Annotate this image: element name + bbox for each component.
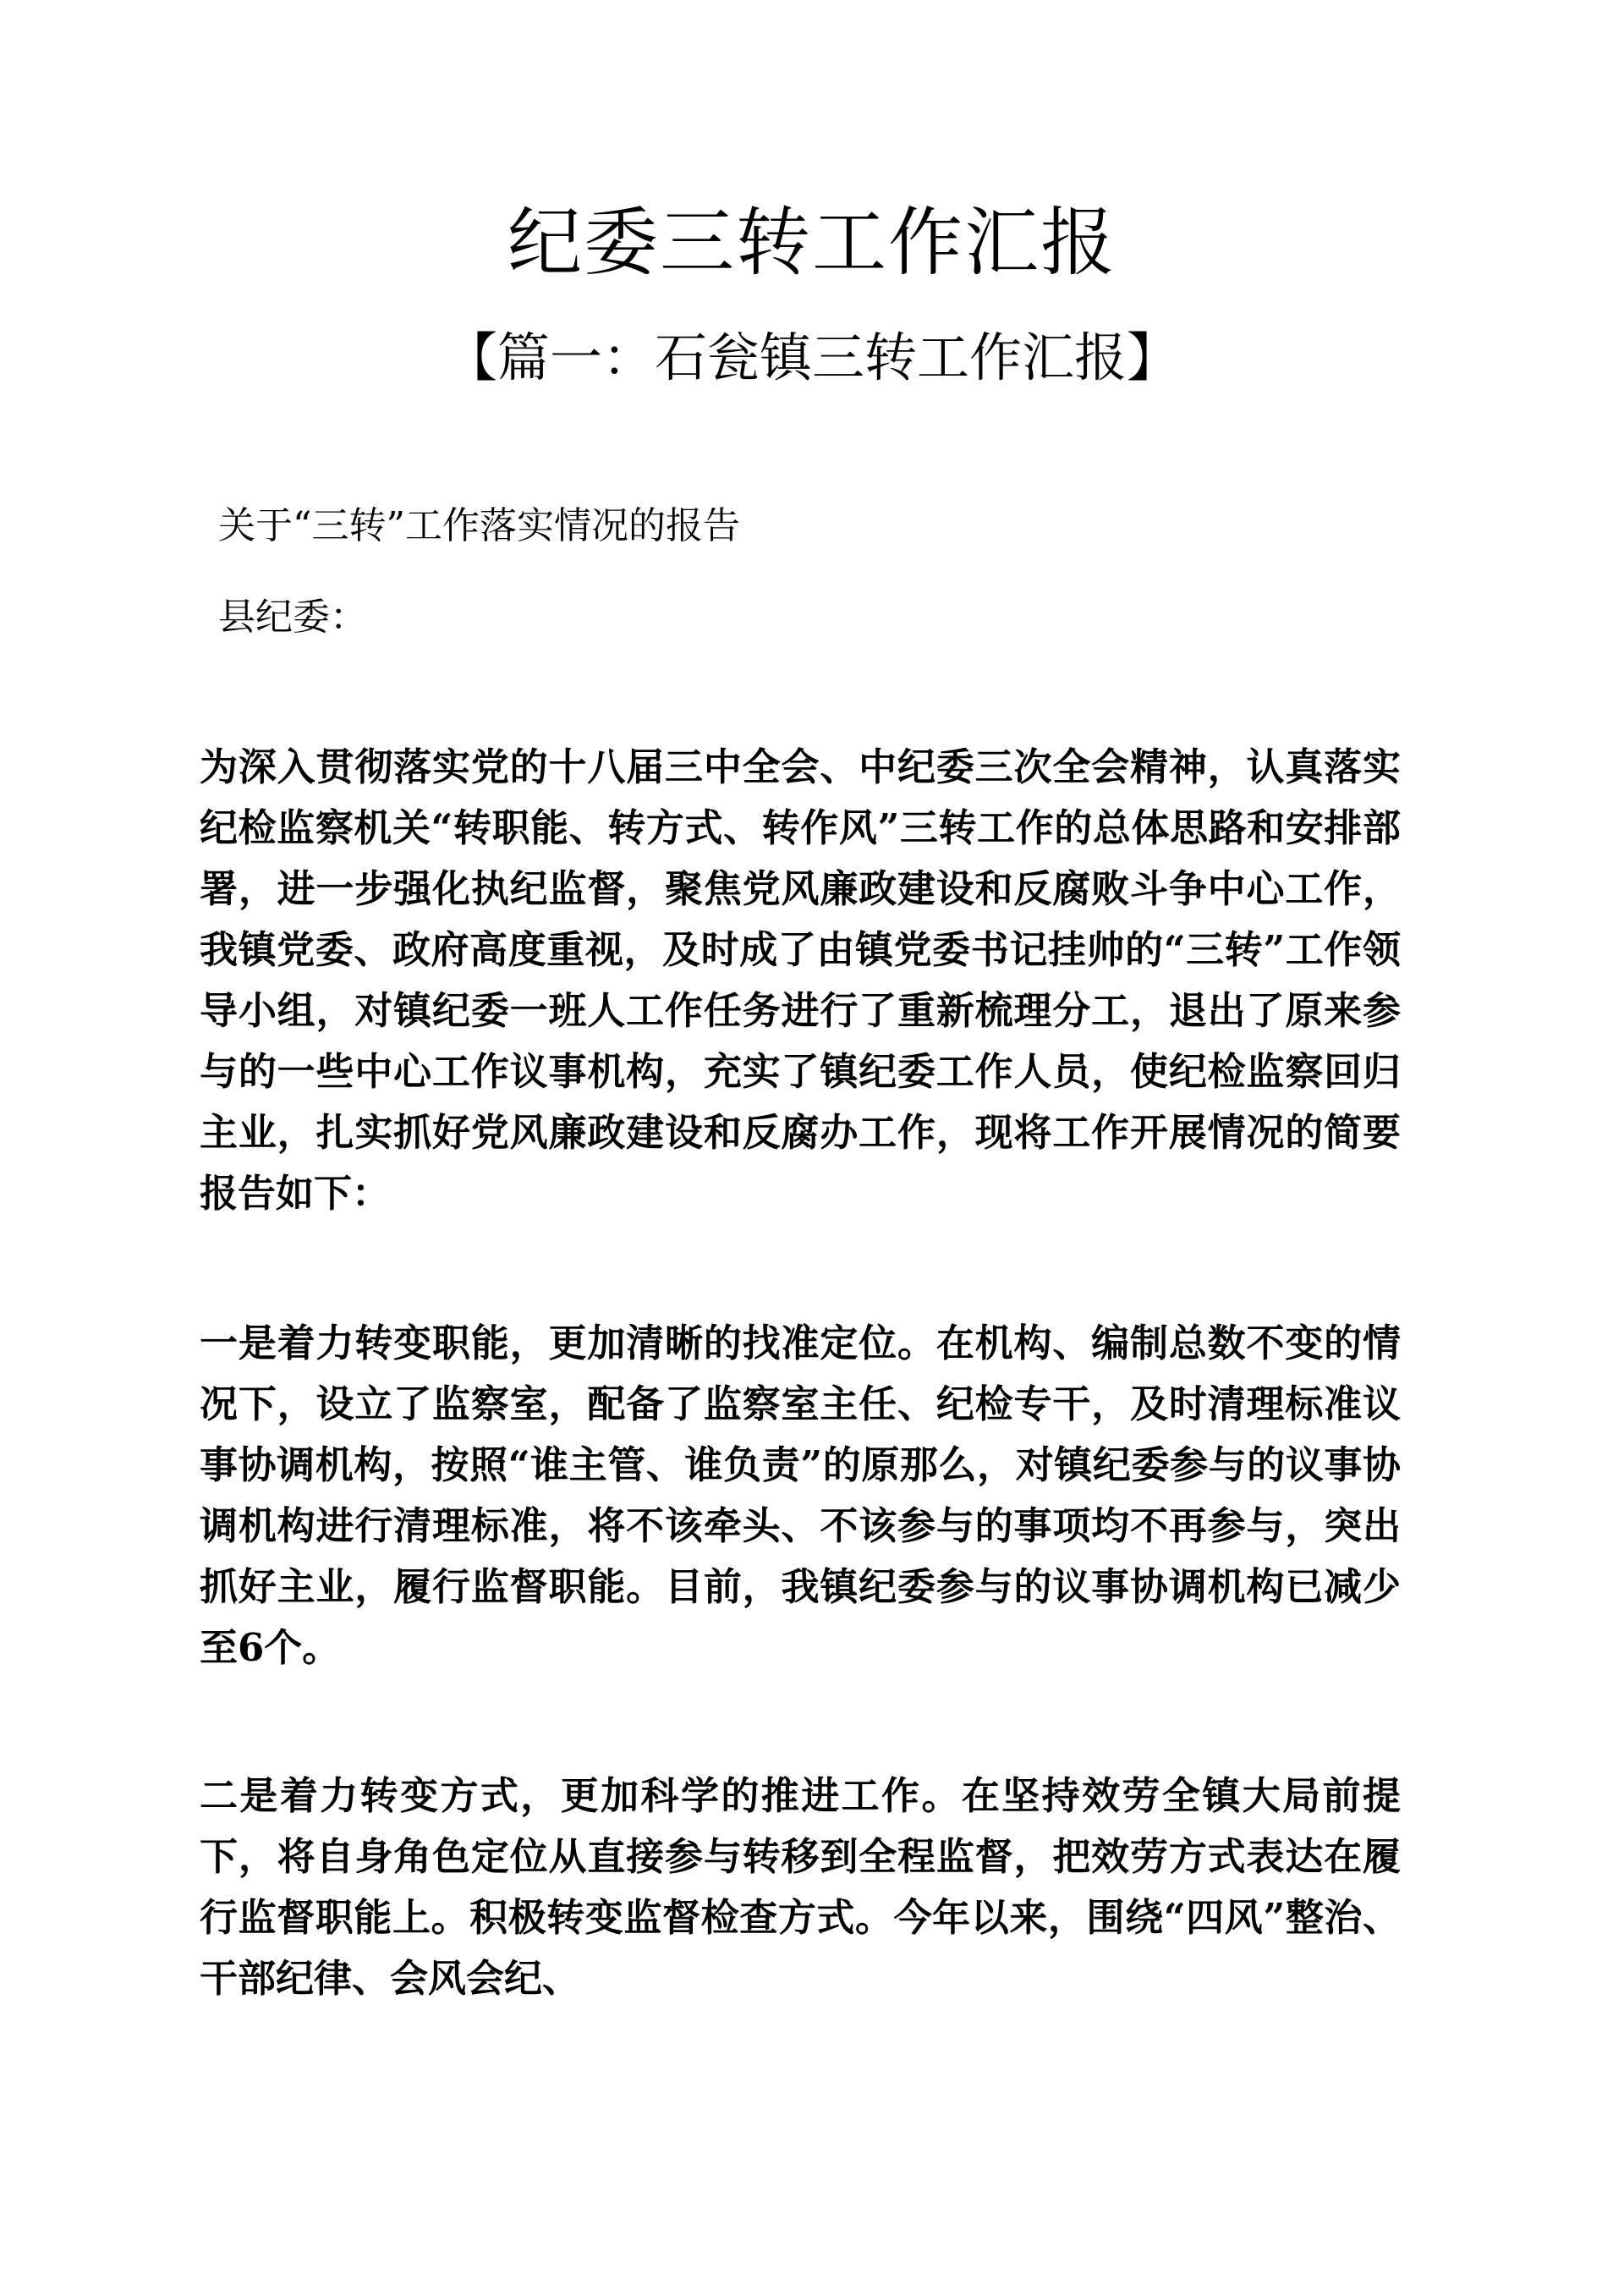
paragraph-intro: 为深入贯彻落实党的十八届三中全会、中纪委三次全会精神，认真落实纪检监察机关“转职能、转方式、转作风”三转工作的总体思路和安排部署，进一步强化执纪监督，聚焦党风廉政建设和反腐败斗争中心工作，我镇党委、政府高度重视，及时成了由镇党委书记挂帅的“三转”工作领导小组，对镇纪委一班人工作任务进行了重新梳理分工，退出了原来参与的一些中心工作议事机构，充实了镇纪委工作人员，使纪检监察回归主业，扎实抓好党风廉政建设和反腐办工作，现将工作开展情况的简要报告如下： — [200, 744, 1401, 1216]
report-heading: 关于“三转”工作落实情况的报告 — [218, 504, 740, 547]
document-title: 纪委三转工作汇报 — [507, 199, 1116, 286]
paragraph-point-one: 一是着力转变职能，更加清晰的找准定位。在机构、编制总数不变的情况下，设立了监察室，配备了监察室主任、纪检专干，及时清理标准议事协调机构，按照“谁主管、谁负责”的原那么，对镇纪委参与的议事协调机构进行清理标准，将不该牵头、不该参与的事项均不再参与，突出抓好主业，履行监督职能。目前，我镇纪委参与的议事协调机构已减少至6个。 — [200, 1321, 1401, 1670]
document-subtitle: 【篇一：石瓮镇三转工作汇报】 — [444, 327, 1179, 388]
addressee: 县纪委： — [218, 596, 367, 639]
paragraph-point-two: 二是着力转变方式，更加科学的推进工作。在坚持效劳全镇大局前提下，将自身角色定位从直接参与转移到全程监督，把效劳方式表达在履行监督职能上。积极转变监督检查方式。今年以来，围绕“四风”整治、干部纪律、会风会纪、 — [200, 1773, 1401, 2001]
